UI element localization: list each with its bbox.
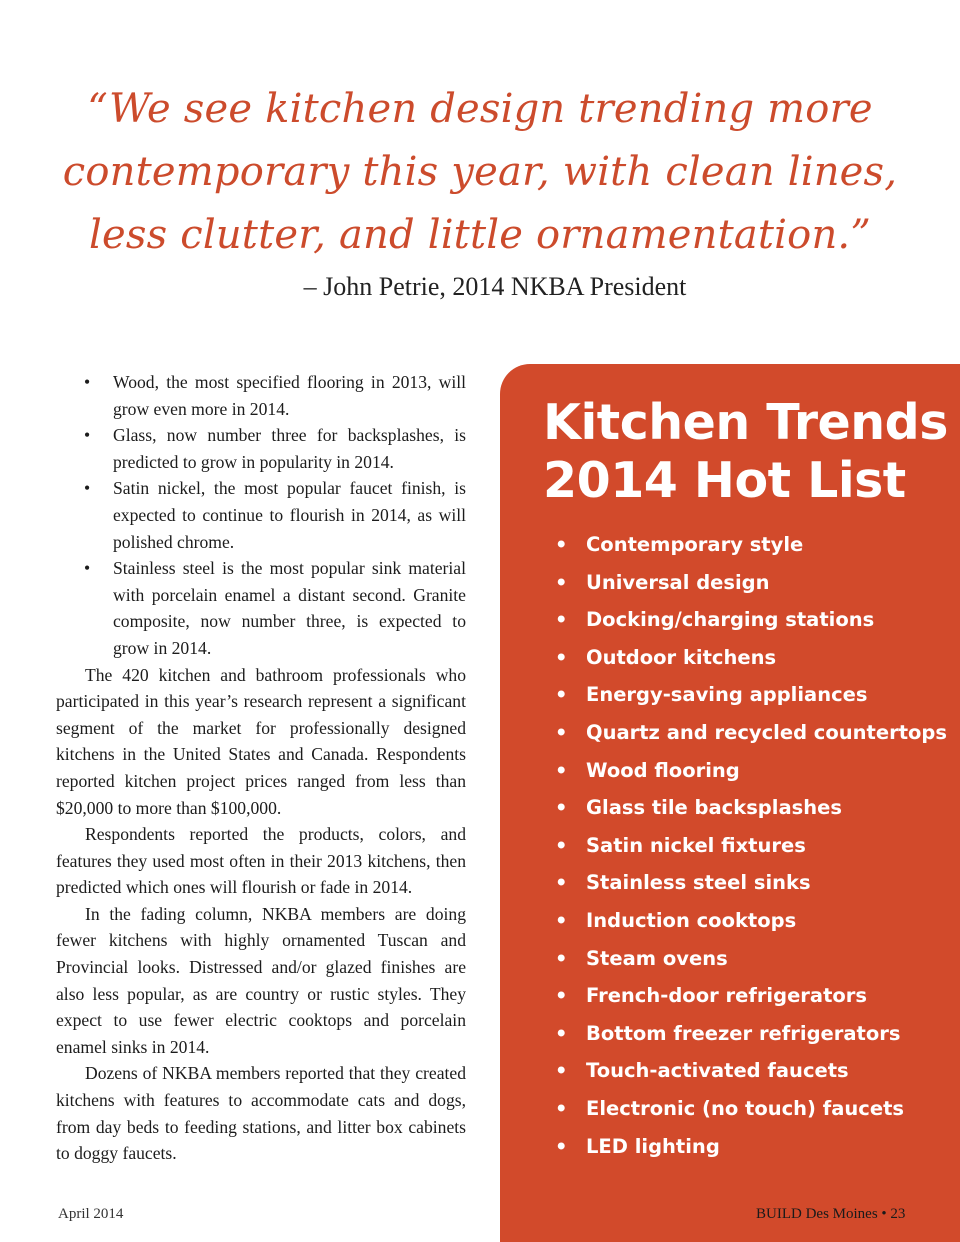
bullet-icon: • [555,683,568,707]
bullet-icon: • [555,908,568,932]
list-item [56,422,466,475]
body-paragraph: The 420 kitchen and bathroom professionals who participated in this year’s research represent a significant segment of the market for professionally designed kitchens in the United States and Canada. Respondents reported kitchen project prices ranged from less than $20,000 to more than $100,000. [56,664,466,818]
hot-list-item [555,1015,947,1053]
bullet-icon: • [84,372,91,392]
hot-list-item-label: Bottom freezer refrigerators [586,1021,901,1045]
hot-list-item [555,601,947,639]
hot-list-item [555,902,947,940]
footer-date: April 2014 [58,1206,124,1222]
bullet-icon: • [555,758,568,782]
list-item [56,369,466,422]
bullet-icon: • [555,570,568,594]
bullet-icon: • [84,558,91,579]
hot-list-item-label: Satin nickel fixtures [586,833,806,857]
hot-list-title-line: 2014 Hot List [543,452,906,509]
quote-line: contemporary this year, with clean lines, [62,149,898,195]
hot-list-item [555,714,947,752]
hot-list-item [555,639,947,677]
hot-list-item [555,564,947,602]
quote-line: “We see kitchen design trending more [87,86,873,132]
hot-list [555,526,947,1165]
hot-list-item-label: Electronic (no touch) faucets [586,1096,904,1120]
hot-list-item [555,789,947,827]
bullet-icon: • [555,720,568,744]
bullet-icon: • [84,478,91,499]
hot-list-item [555,1052,947,1090]
list-item [56,475,466,555]
bullet-icon: • [555,1096,568,1120]
bullet-icon: • [555,984,568,1008]
footer-publication-page: BUILD Des Moines • 23 [756,1206,906,1222]
hot-list-title [543,394,953,510]
hot-list-item-label: Wood flooring [586,758,740,782]
article-body [56,369,466,1167]
bullet-text: Stainless steel is the most popular sink material with porcelain enamel a distant second. Granite composite, now number three, is expected to grow in 2014. [113,558,466,658]
hot-list-item-label: French-door refrigerators [586,984,868,1008]
hot-list-item [555,752,947,790]
hot-list-item-label: Outdoor kitchens [586,645,777,669]
bullet-text: Wood, the most specified flooring in 2013, will grow even more in 2014. [113,372,466,419]
hot-list-panel [500,364,960,1242]
hot-list-item [555,940,947,978]
bullet-icon: • [555,1134,568,1158]
body-paragraph: Dozens of NKBA members reported that they created kitchens with features to accommodate cats and dogs, from day beds to feeding stations, and litter box cabinets to doggy faucets. [56,1063,466,1164]
quote-line: less clutter, and little ornamentation.” [89,212,871,258]
bullet-icon: • [555,608,568,632]
pull-quote [0,78,960,307]
quote-attribution: – John Petrie, 2014 NKBA President [303,272,687,301]
hot-list-item [555,1128,947,1166]
hot-list-item-label: Induction cooktops [586,908,797,932]
hot-list-item-label: LED lighting [586,1134,720,1158]
bullet-icon: • [84,425,91,446]
bullet-icon: • [555,533,568,556]
bullet-icon: • [555,796,568,820]
hot-list-item [555,526,947,564]
hot-list-title-line: Kitchen Trends [543,394,948,451]
bullet-icon: • [555,871,568,895]
hot-list-item-label: Quartz and recycled countertops [586,720,947,744]
list-item [56,555,466,661]
bullet-text: Satin nickel, the most popular faucet finish, is expected to continue to flourish in 2014, as will polished chrome. [113,478,466,552]
bullet-icon: • [555,1021,568,1045]
hot-list-item-label: Glass tile backsplashes [586,796,842,820]
bullet-icon: • [555,946,568,970]
body-paragraph: Respondents reported the products, colors, and features they used most often in their 2013 kitchens, then predicted which ones will flourish or fade in 2014. [56,824,466,898]
hot-list-item [555,977,947,1015]
hot-list-item [555,1090,947,1128]
body-paragraph: In the fading column, NKBA members are doing fewer kitchens with highly ornamented Tuscan and Provincial looks. Distressed and/or glazed finishes are also less popular, as are country or rustic styles. They expect to use fewer electric cooktops and porcelain enamel sinks in 2014. [56,903,466,1057]
bullet-text: Glass, now number three for backsplashes, is predicted to grow in popularity in 2014. [113,425,466,472]
hot-list-item [555,827,947,865]
hot-list-item-label: Docking/charging stations [586,608,875,632]
hot-list-item [555,676,947,714]
hot-list-item-label: Contemporary style [586,533,804,556]
bullet-icon: • [555,1059,568,1083]
hot-list-item-label: Steam ovens [586,946,728,970]
hot-list-item-label: Touch-activated faucets [586,1059,849,1083]
trend-bullet-list [56,369,466,662]
hot-list-item-label: Energy-saving appliances [586,683,868,707]
hot-list-item-label: Stainless steel sinks [586,871,811,895]
bullet-icon: • [555,833,568,857]
hot-list-item [555,864,947,902]
hot-list-item-label: Universal design [586,570,770,594]
bullet-icon: • [555,645,568,669]
